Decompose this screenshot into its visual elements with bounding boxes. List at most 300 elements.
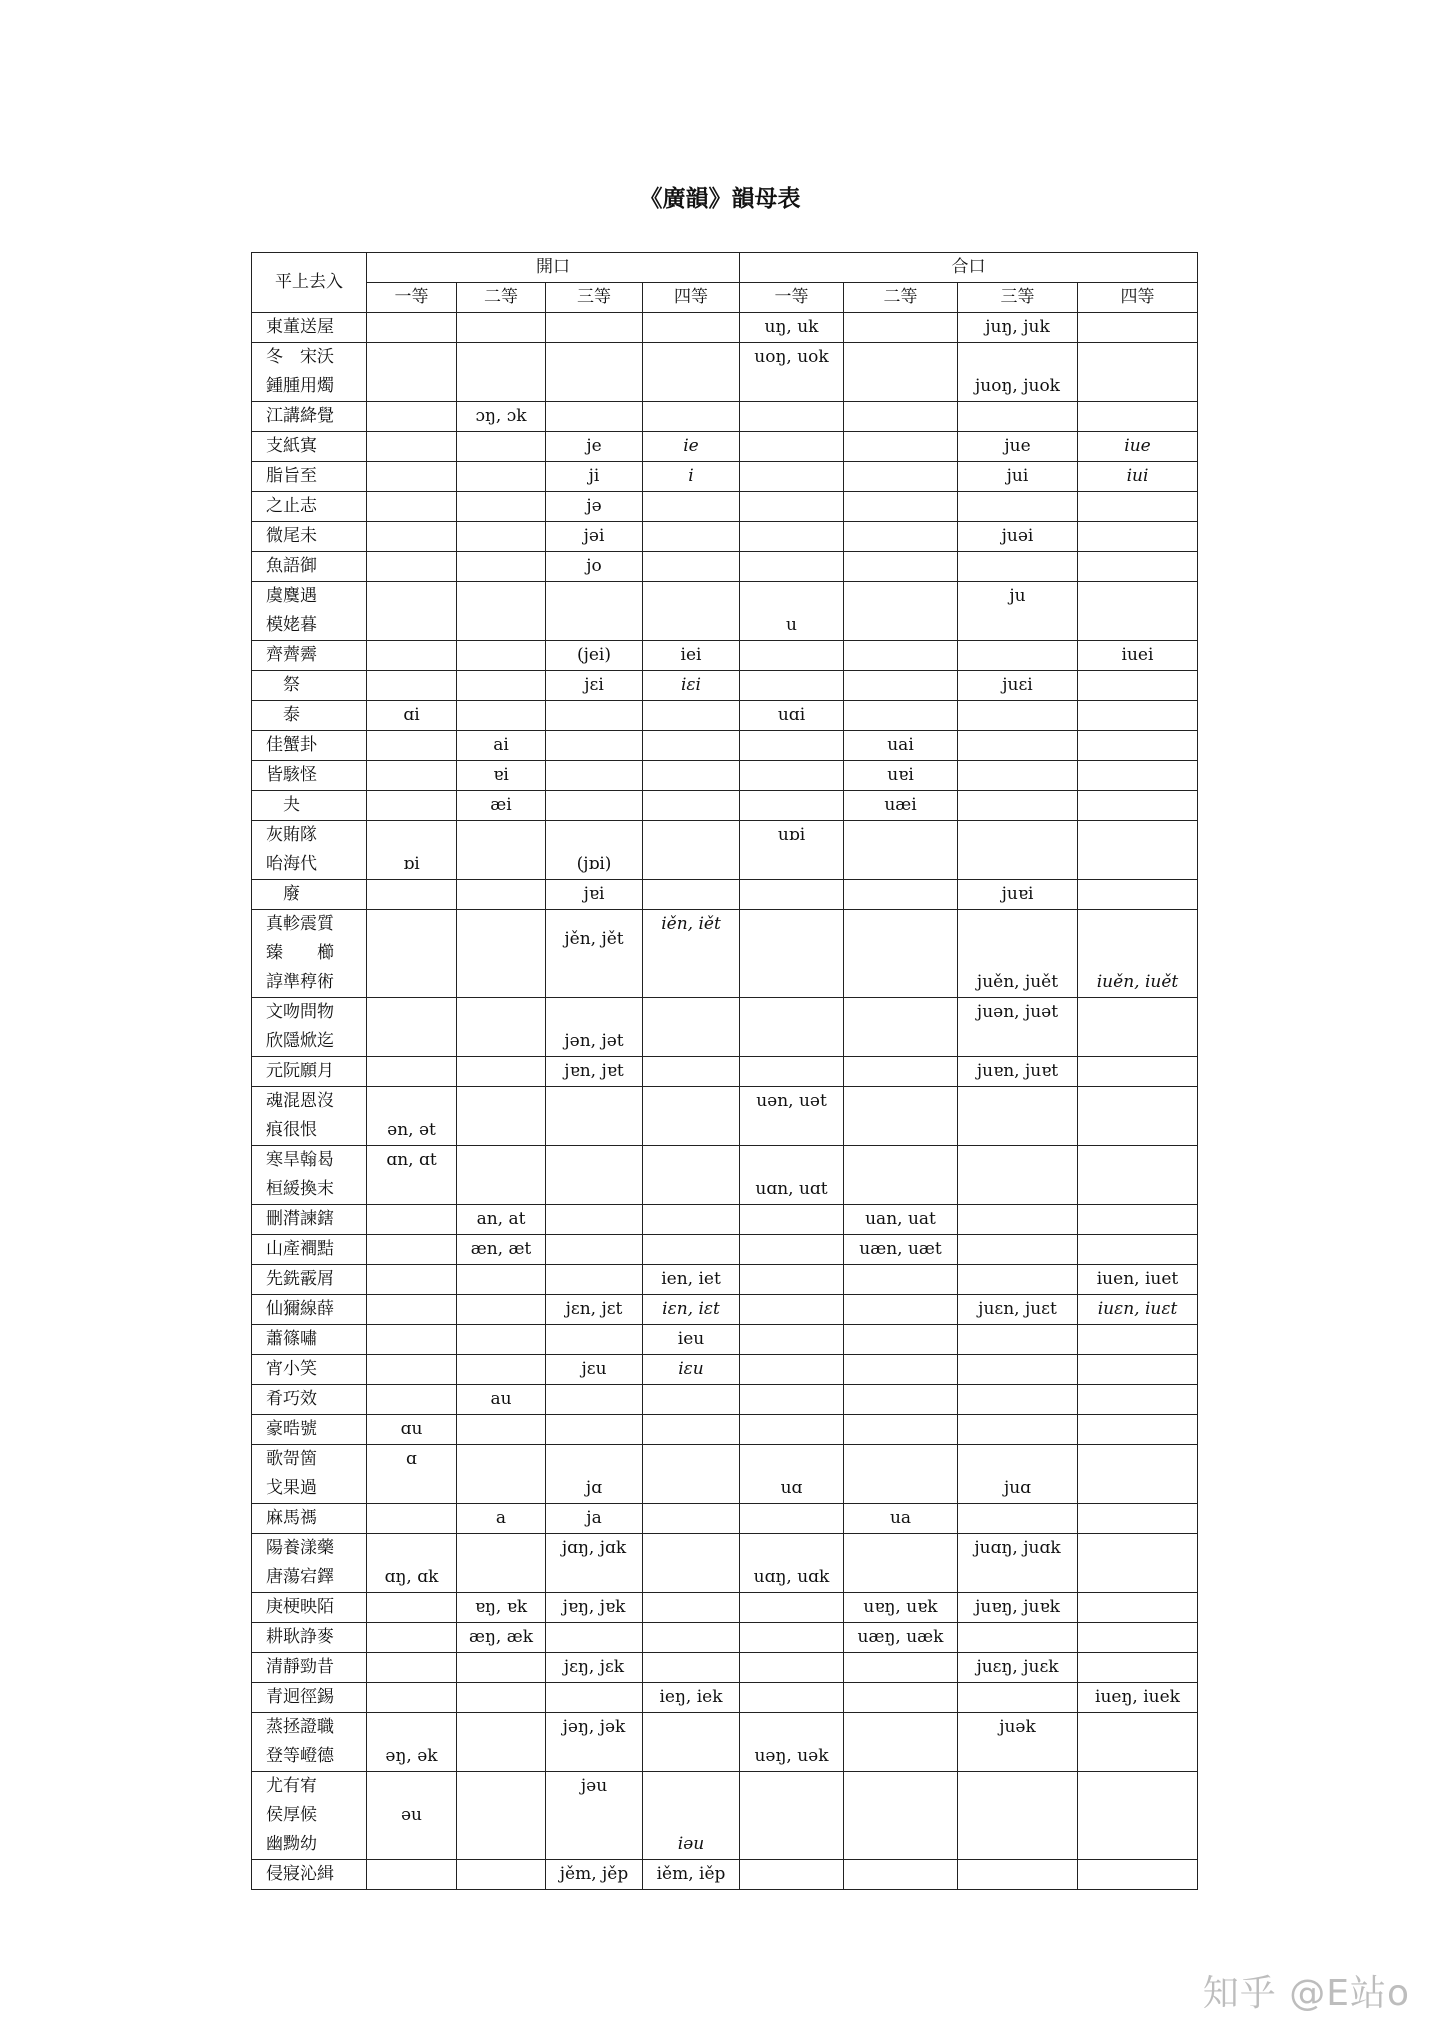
rhyme-group-label: 諄準稕術 bbox=[266, 972, 334, 992]
value-cell bbox=[1078, 1325, 1198, 1355]
rhyme-group-label: 臻 櫛 bbox=[266, 943, 334, 963]
reconstruction-value: ɒi bbox=[403, 854, 420, 874]
rhyme-group-cell bbox=[252, 522, 367, 552]
table-row bbox=[252, 1415, 1198, 1445]
value-cell bbox=[958, 1235, 1078, 1265]
rhyme-group-label: 幽黝幼 bbox=[266, 1834, 317, 1854]
value-cell bbox=[844, 1623, 958, 1653]
value-cell bbox=[367, 522, 457, 552]
value-cell bbox=[457, 1355, 546, 1385]
value-cell bbox=[367, 910, 457, 998]
reconstruction-value: jo bbox=[586, 556, 602, 576]
reconstruction-value: jɛn, jɛt bbox=[565, 1299, 623, 1319]
value-cell bbox=[643, 761, 740, 791]
value-cell bbox=[1078, 402, 1198, 432]
value-cell bbox=[958, 761, 1078, 791]
value-cell bbox=[457, 910, 546, 998]
table-row bbox=[252, 1295, 1198, 1325]
reconstruction-value: əu bbox=[400, 1805, 422, 1825]
value-cell bbox=[457, 1534, 546, 1593]
value-cell bbox=[1078, 552, 1198, 582]
table-row bbox=[252, 582, 1198, 641]
reconstruction-value: juɛŋ, juɛk bbox=[976, 1657, 1059, 1677]
value-cell bbox=[740, 701, 844, 731]
reconstruction-value: juɐn, juɐt bbox=[976, 1061, 1059, 1081]
value-cell bbox=[643, 1445, 740, 1504]
value-cell bbox=[844, 462, 958, 492]
value-cell bbox=[958, 582, 1078, 641]
value-cell bbox=[546, 701, 643, 731]
table-row bbox=[252, 343, 1198, 402]
rhyme-group-label: 灰賄隊 bbox=[266, 825, 317, 845]
table-row bbox=[252, 1146, 1198, 1205]
value-cell bbox=[546, 1325, 643, 1355]
value-cell bbox=[844, 492, 958, 522]
value-cell bbox=[457, 1713, 546, 1772]
value-cell bbox=[643, 1205, 740, 1235]
value-cell bbox=[367, 1146, 457, 1205]
value-cell bbox=[1078, 1355, 1198, 1385]
value-cell bbox=[546, 1087, 643, 1146]
value-cell bbox=[367, 432, 457, 462]
value-cell bbox=[546, 671, 643, 701]
value-cell bbox=[643, 462, 740, 492]
value-cell bbox=[367, 671, 457, 701]
value-cell bbox=[367, 1504, 457, 1534]
value-cell bbox=[367, 1415, 457, 1445]
value-cell bbox=[1078, 582, 1198, 641]
rhyme-group-label: 清靜勁昔 bbox=[266, 1657, 334, 1677]
table-row bbox=[252, 1325, 1198, 1355]
rhyme-group-cell bbox=[252, 492, 367, 522]
value-cell bbox=[958, 462, 1078, 492]
header-corner: 平上去入 bbox=[252, 253, 367, 313]
value-cell bbox=[844, 582, 958, 641]
reconstruction-value: juɐŋ, juɐk bbox=[975, 1597, 1060, 1617]
reconstruction-value: juŋ, juk bbox=[985, 317, 1050, 337]
table-row bbox=[252, 1385, 1198, 1415]
value-cell bbox=[546, 910, 643, 998]
value-cell bbox=[643, 1087, 740, 1146]
rhyme-group-cell bbox=[252, 1534, 367, 1593]
reconstruction-value: uan, uat bbox=[865, 1209, 936, 1229]
value-cell bbox=[1078, 761, 1198, 791]
value-cell bbox=[844, 1415, 958, 1445]
value-cell bbox=[367, 492, 457, 522]
reconstruction-value: an, at bbox=[476, 1209, 526, 1229]
value-cell bbox=[643, 791, 740, 821]
watermark-text: 知乎 @E站o bbox=[1202, 1973, 1410, 2014]
rhyme-group-label: 咍海代 bbox=[266, 854, 317, 874]
reconstruction-value: juɛn, juɛt bbox=[978, 1299, 1057, 1319]
reconstruction-value: uai bbox=[887, 735, 914, 755]
value-cell bbox=[643, 522, 740, 552]
value-cell bbox=[740, 522, 844, 552]
value-cell bbox=[1078, 1445, 1198, 1504]
value-cell bbox=[643, 1534, 740, 1593]
value-cell bbox=[844, 1265, 958, 1295]
value-cell bbox=[457, 791, 546, 821]
rhyme-group-label: 蕭篠嘯 bbox=[266, 1329, 317, 1349]
value-cell bbox=[1078, 1385, 1198, 1415]
reconstruction-value: iui bbox=[1126, 466, 1149, 486]
value-cell bbox=[457, 1265, 546, 1295]
value-cell bbox=[740, 1146, 844, 1205]
reconstruction-value: jue bbox=[1004, 436, 1031, 456]
reconstruction-value: iue bbox=[1124, 436, 1151, 456]
value-cell bbox=[740, 1235, 844, 1265]
value-cell bbox=[740, 1653, 844, 1683]
value-cell bbox=[546, 1385, 643, 1415]
value-cell bbox=[958, 1385, 1078, 1415]
reconstruction-value: ɑ bbox=[406, 1449, 417, 1469]
value-cell bbox=[546, 880, 643, 910]
value-cell bbox=[643, 910, 740, 998]
table-row bbox=[252, 671, 1198, 701]
rhyme-group-label: 山產襇黠 bbox=[266, 1239, 334, 1259]
value-cell bbox=[1078, 821, 1198, 880]
value-cell bbox=[844, 880, 958, 910]
value-cell bbox=[740, 492, 844, 522]
rhyme-group-cell bbox=[252, 1087, 367, 1146]
value-cell bbox=[367, 1235, 457, 1265]
rhyme-group-cell bbox=[252, 910, 367, 998]
reconstruction-value: ju bbox=[1009, 586, 1026, 606]
value-cell bbox=[958, 641, 1078, 671]
value-cell bbox=[740, 731, 844, 761]
value-cell bbox=[546, 791, 643, 821]
value-cell bbox=[844, 821, 958, 880]
value-cell bbox=[367, 1683, 457, 1713]
value-cell bbox=[844, 1653, 958, 1683]
value-cell bbox=[643, 1295, 740, 1325]
table-row bbox=[252, 1772, 1198, 1860]
reconstruction-value: jɐŋ, jɐk bbox=[562, 1597, 626, 1617]
rhyme-group-cell bbox=[252, 1772, 367, 1860]
value-cell bbox=[958, 1504, 1078, 1534]
value-cell bbox=[643, 313, 740, 343]
rhyme-group-cell bbox=[252, 731, 367, 761]
reconstruction-value: u bbox=[786, 615, 797, 635]
header-group-closed: 合口 bbox=[740, 253, 1198, 283]
value-cell bbox=[844, 1205, 958, 1235]
value-cell bbox=[958, 671, 1078, 701]
value-cell bbox=[546, 1623, 643, 1653]
value-cell bbox=[844, 343, 958, 402]
value-cell bbox=[367, 731, 457, 761]
value-cell bbox=[740, 402, 844, 432]
rhyme-group-label: 冬 宋沃 bbox=[266, 347, 334, 367]
value-cell bbox=[958, 522, 1078, 552]
rhyme-group-label: 欣隱焮迄 bbox=[266, 1031, 334, 1051]
rhyme-group-label: 陽養漾藥 bbox=[266, 1538, 334, 1558]
rhyme-group-cell bbox=[252, 343, 367, 402]
reconstruction-value: æn, æt bbox=[470, 1239, 532, 1259]
value-cell bbox=[844, 641, 958, 671]
value-cell bbox=[1078, 1860, 1198, 1890]
value-cell bbox=[740, 343, 844, 402]
value-cell bbox=[367, 1653, 457, 1683]
table-row bbox=[252, 1445, 1198, 1504]
value-cell bbox=[643, 1653, 740, 1683]
value-cell bbox=[457, 1860, 546, 1890]
value-cell bbox=[546, 1772, 643, 1860]
value-cell bbox=[1078, 701, 1198, 731]
value-cell bbox=[958, 1683, 1078, 1713]
table-row bbox=[252, 1713, 1198, 1772]
value-cell bbox=[1078, 998, 1198, 1057]
reconstruction-value: uɐŋ, uɐk bbox=[863, 1597, 938, 1617]
value-cell bbox=[643, 821, 740, 880]
rhyme-table bbox=[251, 252, 1198, 1890]
value-cell bbox=[643, 1772, 740, 1860]
rhyme-group-label: 廢 bbox=[266, 884, 300, 904]
reconstruction-value: juək bbox=[999, 1717, 1036, 1737]
value-cell bbox=[844, 1385, 958, 1415]
rhyme-group-label: 蒸拯證職 bbox=[266, 1717, 334, 1737]
value-cell bbox=[958, 1205, 1078, 1235]
value-cell bbox=[958, 1415, 1078, 1445]
value-cell bbox=[643, 641, 740, 671]
rhyme-group-label: 東董送屋 bbox=[266, 317, 334, 337]
value-cell bbox=[367, 701, 457, 731]
value-cell bbox=[958, 1653, 1078, 1683]
value-cell bbox=[1078, 1415, 1198, 1445]
value-cell bbox=[546, 1057, 643, 1087]
reconstruction-value: iei bbox=[680, 645, 702, 665]
table-row bbox=[252, 1860, 1198, 1890]
reconstruction-value: uəŋ, uək bbox=[754, 1746, 829, 1766]
table-row bbox=[252, 701, 1198, 731]
rhyme-group-cell bbox=[252, 821, 367, 880]
value-cell bbox=[457, 1385, 546, 1415]
table-row bbox=[252, 761, 1198, 791]
value-cell bbox=[643, 432, 740, 462]
rhyme-group-label: 虞麌遇 bbox=[266, 586, 317, 606]
value-cell bbox=[844, 761, 958, 791]
reconstruction-value: jɑŋ, jɑk bbox=[561, 1538, 627, 1558]
reconstruction-value: uæn, uæt bbox=[859, 1239, 942, 1259]
rhyme-group-cell bbox=[252, 552, 367, 582]
value-cell bbox=[958, 998, 1078, 1057]
reconstruction-value: jəŋ, jək bbox=[562, 1717, 626, 1737]
table-row bbox=[252, 552, 1198, 582]
value-cell bbox=[1078, 1295, 1198, 1325]
value-cell bbox=[844, 1235, 958, 1265]
value-cell bbox=[958, 1534, 1078, 1593]
value-cell bbox=[546, 1534, 643, 1593]
rhyme-group-cell bbox=[252, 1445, 367, 1504]
value-cell bbox=[740, 998, 844, 1057]
value-cell bbox=[643, 1057, 740, 1087]
rhyme-group-label: 豪晧號 bbox=[266, 1419, 317, 1439]
reconstruction-value: æŋ, æk bbox=[468, 1627, 533, 1647]
value-cell bbox=[958, 1146, 1078, 1205]
page-title: 《廣韻》韻母表 bbox=[639, 185, 801, 212]
value-cell bbox=[546, 1683, 643, 1713]
value-cell bbox=[367, 1057, 457, 1087]
value-cell bbox=[546, 552, 643, 582]
rhyme-group-label: 歌哿箇 bbox=[266, 1449, 317, 1469]
reconstruction-value: juəi bbox=[1001, 526, 1034, 546]
rhyme-group-cell bbox=[252, 432, 367, 462]
value-cell bbox=[367, 402, 457, 432]
value-cell bbox=[457, 402, 546, 432]
rhyme-group-label: 刪潸諫鎋 bbox=[266, 1209, 334, 1229]
table-row bbox=[252, 998, 1198, 1057]
value-cell bbox=[958, 1772, 1078, 1860]
value-cell bbox=[1078, 1772, 1198, 1860]
value-cell bbox=[457, 880, 546, 910]
value-cell bbox=[740, 1534, 844, 1593]
value-cell bbox=[457, 1772, 546, 1860]
rhyme-group-cell bbox=[252, 1623, 367, 1653]
table-row bbox=[252, 1623, 1198, 1653]
value-cell bbox=[740, 313, 844, 343]
value-cell bbox=[367, 1713, 457, 1772]
rhyme-group-label: 青迥徑錫 bbox=[266, 1687, 334, 1707]
reconstruction-value: juən, juət bbox=[976, 1002, 1059, 1022]
value-cell bbox=[958, 880, 1078, 910]
value-cell bbox=[844, 1445, 958, 1504]
value-cell bbox=[367, 462, 457, 492]
value-cell bbox=[457, 641, 546, 671]
value-cell bbox=[1078, 522, 1198, 552]
value-cell bbox=[546, 492, 643, 522]
reconstruction-value: ua bbox=[889, 1508, 912, 1528]
value-cell bbox=[740, 761, 844, 791]
value-cell bbox=[546, 462, 643, 492]
reconstruction-value: uɒi bbox=[777, 825, 806, 845]
value-cell bbox=[958, 402, 1078, 432]
reconstruction-value: iuei bbox=[1121, 645, 1154, 665]
value-cell bbox=[1078, 880, 1198, 910]
value-cell bbox=[844, 998, 958, 1057]
value-cell bbox=[643, 1325, 740, 1355]
value-cell bbox=[367, 1623, 457, 1653]
value-cell bbox=[740, 791, 844, 821]
rhyme-group-label: 江講絳覺 bbox=[266, 406, 334, 426]
header-grade: 二等 bbox=[844, 283, 958, 313]
value-cell bbox=[844, 1772, 958, 1860]
value-cell bbox=[367, 1295, 457, 1325]
rhyme-group-label: 泰 bbox=[266, 705, 300, 725]
rhyme-group-cell bbox=[252, 671, 367, 701]
reconstruction-value: iɛi bbox=[681, 675, 701, 695]
rhyme-group-label: 宵小笑 bbox=[266, 1359, 317, 1379]
value-cell bbox=[546, 1860, 643, 1890]
value-cell bbox=[844, 432, 958, 462]
table-row bbox=[252, 1087, 1198, 1146]
value-cell bbox=[457, 731, 546, 761]
value-cell bbox=[367, 1593, 457, 1623]
value-cell bbox=[844, 1683, 958, 1713]
value-cell bbox=[958, 821, 1078, 880]
value-cell bbox=[958, 1265, 1078, 1295]
value-cell bbox=[1078, 1057, 1198, 1087]
reconstruction-value: jəu bbox=[580, 1776, 608, 1796]
rhyme-group-label: 微尾未 bbox=[266, 526, 317, 546]
value-cell bbox=[457, 1653, 546, 1683]
rhyme-group-label: 祭 bbox=[266, 675, 300, 695]
reconstruction-value: ien, iet bbox=[661, 1269, 721, 1289]
value-cell bbox=[1078, 462, 1198, 492]
reconstruction-value: juɛi bbox=[1002, 675, 1033, 695]
value-cell bbox=[844, 313, 958, 343]
value-cell bbox=[546, 1593, 643, 1623]
value-cell bbox=[740, 1355, 844, 1385]
reconstruction-value: uɑn, uɑt bbox=[755, 1179, 828, 1199]
reconstruction-value: juɐi bbox=[1001, 884, 1034, 904]
value-cell bbox=[740, 582, 844, 641]
reconstruction-value: juɑ bbox=[1003, 1478, 1032, 1498]
value-cell bbox=[1078, 1235, 1198, 1265]
reconstruction-value: iěn, iět bbox=[661, 914, 721, 934]
rhyme-group-cell bbox=[252, 1593, 367, 1623]
value-cell bbox=[643, 552, 740, 582]
value-cell bbox=[844, 910, 958, 998]
value-cell bbox=[546, 1713, 643, 1772]
value-cell bbox=[457, 343, 546, 402]
value-cell bbox=[643, 731, 740, 761]
reconstruction-value: iěm, iěp bbox=[656, 1864, 726, 1884]
value-cell bbox=[958, 1295, 1078, 1325]
header-grade: 三等 bbox=[546, 283, 643, 313]
value-cell bbox=[546, 582, 643, 641]
value-cell bbox=[1078, 1683, 1198, 1713]
rhyme-group-label: 夬 bbox=[266, 795, 300, 815]
value-cell bbox=[367, 313, 457, 343]
value-cell bbox=[740, 1445, 844, 1504]
value-cell bbox=[740, 1295, 844, 1325]
rhyme-group-label: 魚語御 bbox=[266, 556, 317, 576]
rhyme-group-label: 鍾腫用燭 bbox=[266, 376, 334, 396]
value-cell bbox=[740, 1087, 844, 1146]
rhyme-group-label: 侯厚候 bbox=[266, 1805, 317, 1825]
value-cell bbox=[546, 1235, 643, 1265]
value-cell bbox=[457, 1235, 546, 1265]
value-cell bbox=[546, 1445, 643, 1504]
rhyme-group-label: 登等嶝德 bbox=[266, 1746, 334, 1766]
table-row bbox=[252, 880, 1198, 910]
value-cell bbox=[958, 313, 1078, 343]
rhyme-group-label: 仙獮線薛 bbox=[266, 1299, 334, 1319]
rhyme-group-label: 真軫震質 bbox=[266, 914, 334, 934]
rhyme-group-label: 戈果過 bbox=[266, 1478, 317, 1498]
reconstruction-value: jěn, jět bbox=[564, 928, 624, 949]
value-cell bbox=[457, 821, 546, 880]
reconstruction-value: i bbox=[688, 466, 694, 486]
value-cell bbox=[457, 701, 546, 731]
value-cell bbox=[367, 791, 457, 821]
value-cell bbox=[546, 761, 643, 791]
rhyme-group-cell bbox=[252, 1295, 367, 1325]
rhyme-group-label: 皆駭怪 bbox=[266, 765, 317, 785]
value-cell bbox=[1078, 343, 1198, 402]
value-cell bbox=[1078, 1265, 1198, 1295]
rhyme-group-cell bbox=[252, 1385, 367, 1415]
rhyme-group-cell bbox=[252, 880, 367, 910]
table-row bbox=[252, 1534, 1198, 1593]
value-cell bbox=[844, 1534, 958, 1593]
value-cell bbox=[643, 1860, 740, 1890]
value-cell bbox=[740, 552, 844, 582]
value-cell bbox=[457, 671, 546, 701]
value-cell bbox=[740, 1860, 844, 1890]
value-cell bbox=[844, 791, 958, 821]
value-cell bbox=[740, 1205, 844, 1235]
table-row bbox=[252, 821, 1198, 880]
